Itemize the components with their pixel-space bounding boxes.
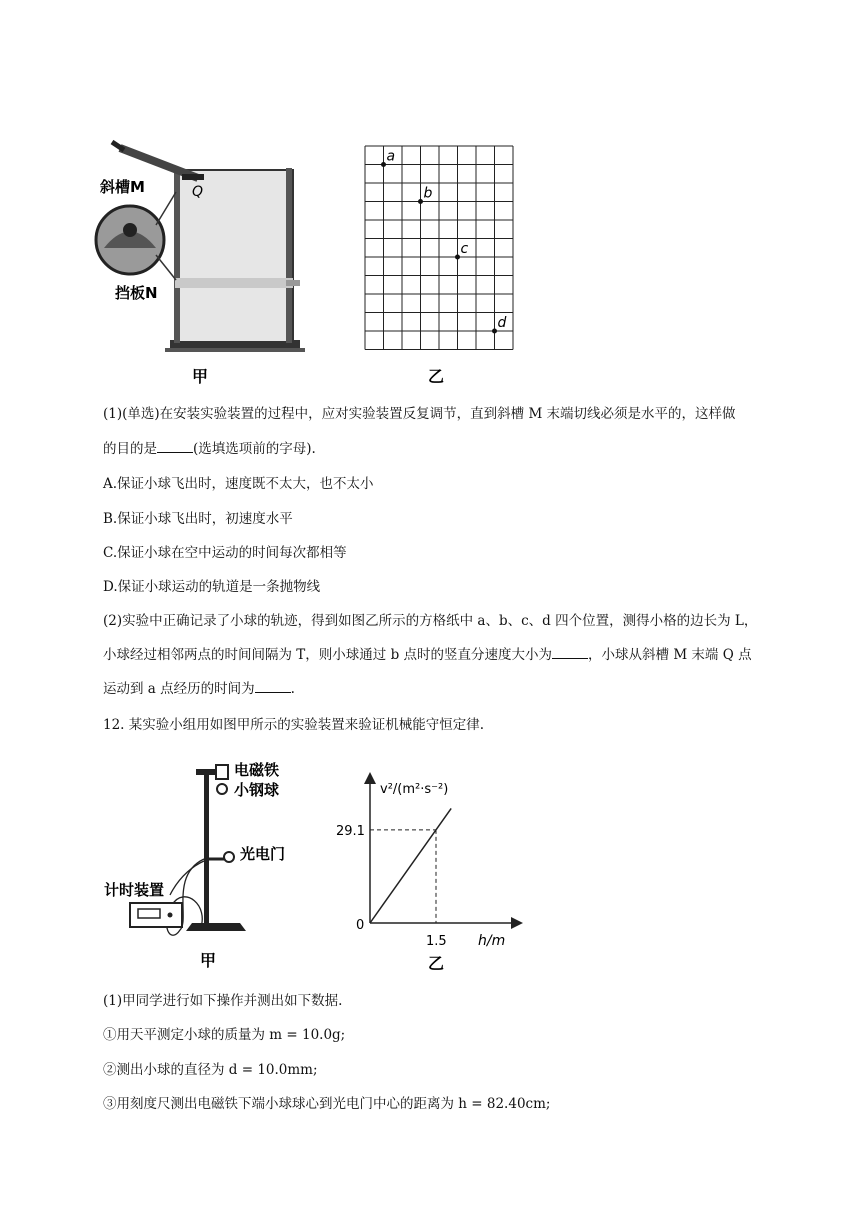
trajectory-point-c bbox=[455, 255, 460, 260]
q11-part2-line3 bbox=[103, 677, 295, 697]
q11-part1-line2-start: 的目的是 bbox=[103, 441, 157, 457]
v2-h-graph bbox=[336, 765, 530, 980]
trajectory-grid-figure bbox=[360, 140, 530, 390]
x-tick-label: 1.5 bbox=[426, 934, 447, 949]
q12-title: 12. 某实验小组用如图甲所示的实验装置来验证机械能守恒定律. bbox=[103, 717, 485, 733]
data-line bbox=[370, 808, 451, 923]
y-tick-label: 29.1 bbox=[336, 823, 365, 839]
point-Q-label: Q bbox=[192, 184, 204, 200]
trajectory-point-d bbox=[492, 329, 497, 334]
trajectory-point-b bbox=[418, 199, 423, 204]
caption-yi-2: 乙 bbox=[428, 954, 445, 973]
option-d: D.保证小球运动的轨道是一条抛物线 bbox=[103, 579, 321, 595]
option-c: C.保证小球在空中运动的时间每次都相等 bbox=[103, 545, 347, 561]
caption-jia-2: 甲 bbox=[200, 951, 217, 970]
projectile-apparatus-figure bbox=[90, 130, 320, 390]
q11-part2-line3-end: . bbox=[290, 681, 295, 697]
caption-yi-1: 乙 bbox=[428, 367, 445, 386]
q11-part2-line2 bbox=[103, 643, 752, 663]
q11-part2-line2-end: ，小球从斜槽 M 末端 Q 点 bbox=[588, 647, 752, 663]
chute-label: 斜槽M bbox=[100, 178, 145, 196]
q11-part2-line1: (2)实验中正确记录了小球的轨迹，得到如图乙所示的方格纸中 a、b、c、d 四个位置，测得小格的边长为 L， bbox=[103, 613, 758, 629]
timer-label: 计时装置 bbox=[104, 881, 165, 899]
q11-part1-line2-end: (选填选项前的字母). bbox=[193, 441, 316, 457]
trajectory-point-a bbox=[381, 162, 386, 167]
q12-step1: ①用天平测定小球的质量为 m = 10.0g; bbox=[103, 1027, 346, 1043]
magnet-label: 电磁铁 bbox=[234, 761, 280, 779]
baffle-label: 挡板N bbox=[115, 284, 158, 302]
answer-blank-3[interactable] bbox=[255, 680, 291, 693]
q11-part2-line2-start: 小球经过相邻两点的时间间隔为 T，则小球通过 b 点时的竖直分速度大小为 bbox=[103, 647, 553, 663]
origin-label: 0 bbox=[356, 918, 365, 933]
trajectory-point-label-c: c bbox=[460, 241, 469, 257]
option-a: A.保证小球飞出时，速度既不太大，也不太小 bbox=[103, 476, 374, 492]
photogate-label: 光电门 bbox=[240, 845, 286, 863]
option-b: B.保证小球飞出时，初速度水平 bbox=[103, 511, 293, 527]
caption-jia-1: 甲 bbox=[192, 367, 209, 386]
trajectory-point-label-d: d bbox=[497, 315, 507, 331]
q11-part1-line1: (1)(单选)在安装实验装置的过程中，应对实验装置反复调节，直到斜槽 M 末端切线必须是水平的，这样做 bbox=[103, 406, 736, 422]
ball-label: 小钢球 bbox=[234, 781, 280, 799]
q11-part1-line2 bbox=[103, 437, 316, 457]
q12-part1: (1)甲同学进行如下操作并测出如下数据. bbox=[103, 993, 343, 1009]
free-fall-apparatus-figure bbox=[100, 755, 310, 975]
x-axis-label: h/m bbox=[478, 933, 506, 949]
trajectory-point-label-a: a bbox=[386, 148, 396, 165]
q12-step3: ③用刻度尺测出电磁铁下端小球球心到光电门中心的距离为 h = 82.40cm; bbox=[103, 1096, 551, 1112]
answer-blank-1[interactable] bbox=[157, 440, 193, 453]
trajectory-point-label-b: b bbox=[423, 185, 433, 202]
y-axis-label: v²/(m²·s⁻²) bbox=[380, 782, 449, 797]
q12-step2: ②测出小球的直径为 d = 10.0mm; bbox=[103, 1062, 318, 1078]
answer-blank-2[interactable] bbox=[552, 646, 588, 659]
q11-part2-line3-start: 运动到 a 点经历的时间为 bbox=[103, 681, 255, 697]
